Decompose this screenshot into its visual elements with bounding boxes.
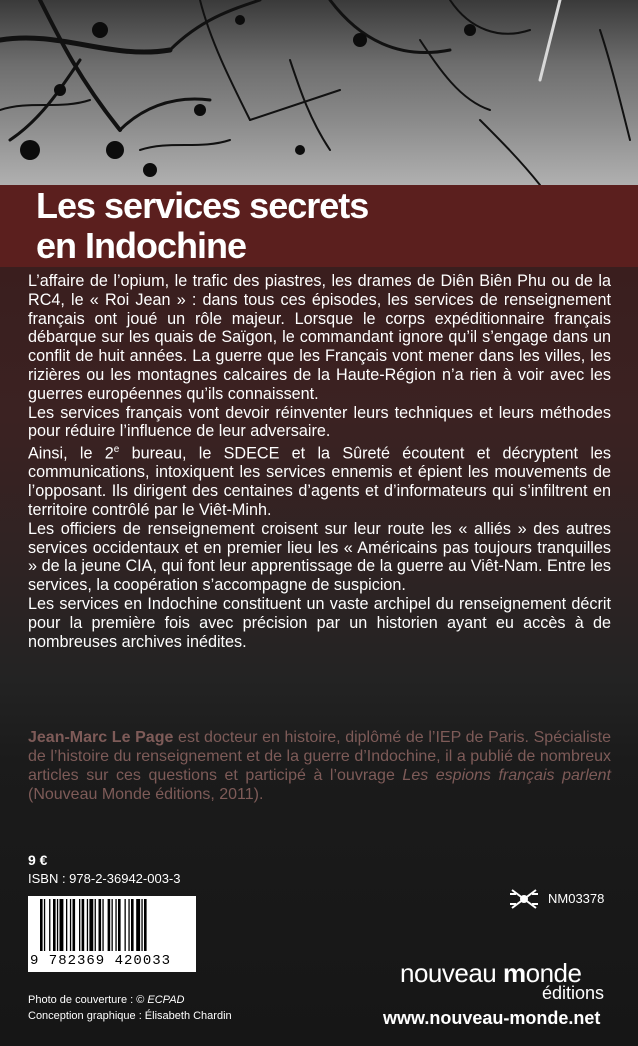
barcode-bar (57, 899, 58, 951)
barcode-bar (87, 899, 88, 951)
barcode-bar (118, 899, 121, 951)
book-title-line-1: Les services secrets (36, 185, 369, 226)
barcode-bar (112, 899, 113, 951)
photo-credit-label: Photo de couverture : © (28, 994, 148, 1006)
barcode-bar (70, 899, 71, 951)
barcode-bar (44, 899, 45, 951)
barcode-bar (82, 899, 85, 951)
barcode-bar (102, 899, 103, 951)
design-credit: Conception graphique : Élisabeth Chardin (28, 1010, 232, 1022)
photo-credit (28, 994, 185, 1006)
publisher-url: www.nouveau-monde.net (383, 1008, 601, 1028)
barcode-bars (38, 899, 188, 953)
barcode-bar (115, 899, 116, 951)
author-bio-text: est docteur en histoire, diplômé de l’IEP de Paris. Spécialiste de l’histoire du renseignement et de la guerre d’Indochine, il a publié de nombreux articles sur ces questions et participé à l’ouvrage (28, 729, 612, 784)
blurb-paragraph: Les officiers de renseignement croisent sur leur route les « alliés » des autres services occidentaux et en premier lieu les « Américains pas toujours tranquilles » de la jeune CIA, qui font leur apprentissage de la guerre au Viêt-Nam. Entre les services, la coopération s’accompagne de suspicion. (28, 519, 611, 595)
barcode-bar (49, 899, 50, 951)
publisher-logo-part: nouveau (400, 958, 503, 988)
barcode-bar (60, 899, 64, 951)
barcode-bar (66, 899, 67, 951)
blurb-paragraph: Les services français vont devoir réinventer leurs techniques et leurs méthodes pour réduire l’influence de leur adversaire. (28, 403, 611, 441)
publisher-code: NM03378 (548, 891, 605, 906)
barcode-digits: 9 782369 420033 (30, 953, 172, 969)
blurb-paragraph: Ainsi, le 2e bureau, le SDECE et la Sûreté écoutent et décryptent les communications, intoxiquent les services ennemis et épient les mouvements de l’opposant. Ils dirigent des centaines d’agents et d’informateurs qui s’infiltrent en territoire contrôlé par le Viêt-Minh. (28, 444, 612, 519)
barcode-bar (73, 899, 76, 951)
barcode-bar (89, 899, 93, 951)
book-title-line-2: en Indochine (36, 225, 247, 266)
barcode-bar (79, 899, 80, 951)
blurb (28, 272, 611, 651)
barcode-bar (131, 899, 134, 951)
barcode-bar (108, 899, 111, 951)
barcode-bar (136, 899, 140, 951)
barcode-bar (125, 899, 126, 951)
blurb-paragraph: L’affaire de l’opium, le trafic des piastres, les drames de Diên Biên Phu ou de la RC4, le « Roi Jean » : dans tous ces épisodes, les services de renseignement français ont joué un rôle majeur. Lorsque le corps expéditionnaire français débarque sur les quais de Saïgon, le commandant ignore qu’il s’engage dans un conflit de huit années. La guerre que les Français vont mener dans les villes, les rizières ou les montagnes calcaires de la Haute-Région n’a rien à voir avec les guerres européennes qu’ils connaissent. (28, 272, 611, 403)
barcode-bar (95, 899, 96, 951)
isbn: ISBN : 978-2-36942-003-3 (28, 871, 181, 886)
barcode-bar (141, 899, 142, 951)
price: 9 € (28, 852, 48, 868)
tree-silhouette (0, 0, 638, 185)
photo-credit-source: ECPAD (147, 994, 185, 1006)
author-referenced-work: Les espions français parlent (402, 767, 611, 784)
publisher-logo-part: onde (525, 958, 582, 988)
blurb-paragraph: Les services en Indochine constituent un vaste archipel du renseignement décrit pour la première fois avec précision par un historien ayant eu accès à de nombreuses archives inédites. (28, 594, 611, 651)
barcode-bar (144, 899, 147, 951)
barcode-bar (128, 899, 129, 951)
barcode-bar (53, 899, 56, 951)
barcode-bar (99, 899, 102, 951)
publisher-logo-part: m (502, 958, 526, 988)
barcode-bar (40, 899, 43, 951)
barcode (28, 896, 196, 972)
publisher-editions: éditions (542, 983, 605, 1003)
author-bio-end: (Nouveau Monde éditions, 2011). (28, 786, 264, 803)
cover-photo (0, 0, 638, 185)
author-name: Jean-Marc Le Page (28, 729, 174, 746)
author-bio (28, 728, 611, 804)
book-title (36, 186, 616, 266)
publisher-emblem-icon (508, 886, 540, 912)
